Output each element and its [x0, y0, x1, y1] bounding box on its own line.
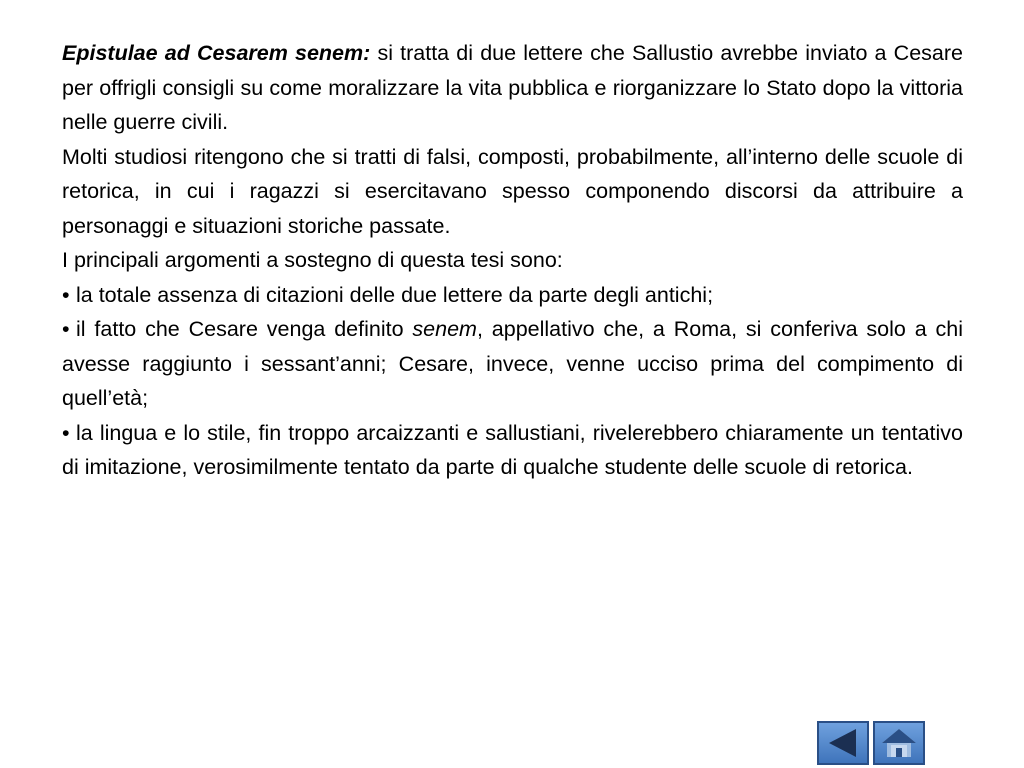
paragraph-2: Molti studiosi ritengono che si tratti di falsi, composti, probabilmente, all’interno delle scuole di retorica, in cui i ragazzi si esercitavano spesso componendo discorsi da attribuire a personaggi e situazioni storiche passate.: [62, 144, 963, 238]
bullet-text-3: la lingua e lo stile, fin troppo arcaizzanti e sallustiani, rivelerebbero chiaramente un tentativo di imitazione, verosimilmente tentato da parte di qualche studente delle scuole di retorica.: [62, 420, 963, 479]
bullet-item-2: [62, 312, 963, 416]
bullet-text-2-post: , appellativo che, a Roma, si conferiva solo a chi avesse raggiunto i sessant’anni; Cesare, invece, venne ucciso prima del compimento di quell’età;: [62, 317, 963, 410]
intro-title-colon: :: [363, 41, 371, 65]
paragraph-3: I principali argomenti a sostegno di questa tesi sono:: [62, 248, 563, 272]
bullet-text-1: la totale assenza di citazioni delle due lettere da parte degli antichi;: [76, 282, 714, 307]
bullet-marker: •: [62, 317, 70, 341]
intro-title: Epistulae ad Cesarem senem: [62, 41, 364, 65]
bullet-marker: •: [62, 420, 70, 445]
slide-body: [62, 36, 963, 485]
intro-paragraph: [62, 36, 963, 140]
navigation-bar: [817, 721, 925, 765]
home-button[interactable]: [873, 721, 925, 765]
bullet-item-1: [62, 278, 963, 313]
triangle-left-icon: [823, 726, 863, 760]
bullet-item-3: [62, 416, 963, 485]
house-icon: [879, 726, 919, 760]
bullet-text-2-italic: senem: [412, 317, 477, 341]
bullet-marker: •: [62, 282, 70, 307]
bullet-text-2-pre: il fatto che Cesare venga definito: [76, 317, 413, 341]
intro-text: si tratta di due lettere che Sallustio avrebbe inviato a Cesare per offrigli consigli su come moralizzare la vita pubblica e riorganizzare lo Stato dopo la vittoria nelle guerre civili.: [62, 41, 963, 134]
back-button[interactable]: [817, 721, 869, 765]
